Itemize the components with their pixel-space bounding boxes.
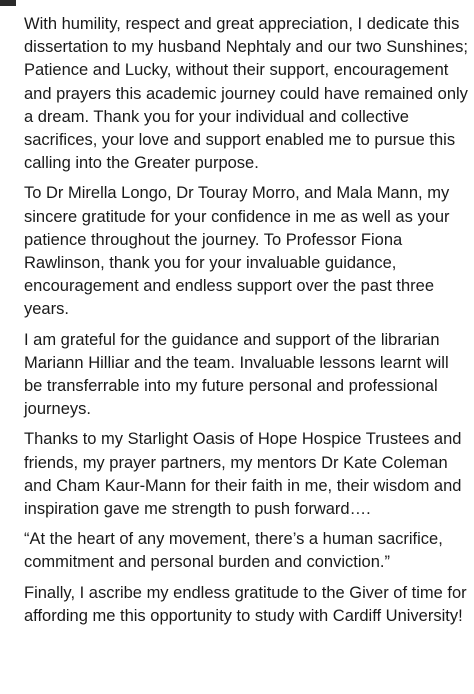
acknowledgements-text xyxy=(24,13,468,635)
paragraph-quote: “At the heart of any movement, there’s a human sacrifice, commitment and personal burden and conviction.” xyxy=(24,530,443,572)
paragraph-supervisors: To Dr Mirella Longo, Dr Touray Morro, and Mala Mann, my sincere gratitude for your confidence in me as well as your patience throughout the journey. To Professor Fiona Rawlinson, thank you for your invaluable guidance, encouragement and endless support over the past three years. xyxy=(24,184,450,319)
paragraph-dedication: With humility, respect and great appreciation, I dedicate this dissertation to my husband Nephtaly and our two Sunshines; Patience and Lucky, without their support, encouragement and prayers this academic journey could have remained only a dream. Thank you for your individual and collective sacrifices, your love and support enabled me to pursue this calling into the Greater purpose. xyxy=(24,15,468,173)
paragraph-librarian: I am grateful for the guidance and support of the librarian Mariann Hilliar and the team. Invaluable lessons learnt will be transferrable into my future personal and professional journeys. xyxy=(24,330,449,419)
paragraph-trustees: Thanks to my Starlight Oasis of Hope Hospice Trustees and friends, my prayer partners, my mentors Dr Kate Coleman and Cham Kaur-Mann for their faith in me, their wisdom and inspiration gave me strength to push forward…. xyxy=(24,430,462,519)
top-edge-mark xyxy=(0,0,16,6)
paragraph-closing: Finally, I ascribe my endless gratitude to the Giver of time for affording me this opportunity to study with Cardiff University! xyxy=(24,583,467,625)
